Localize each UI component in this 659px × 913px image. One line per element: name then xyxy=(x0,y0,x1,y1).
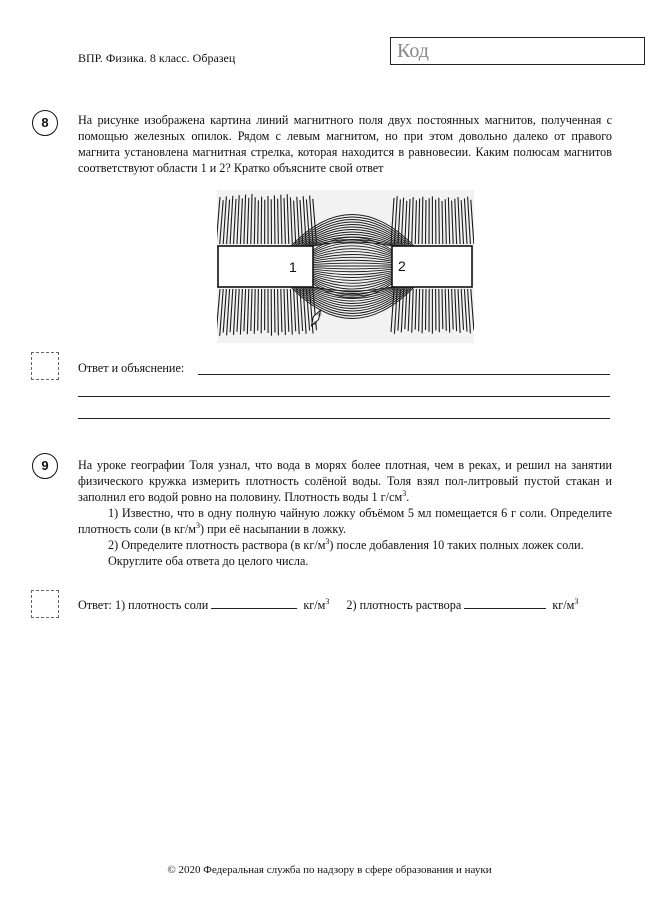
answer-label-8: Ответ и объяснение: xyxy=(78,361,185,375)
answer-line-8-2[interactable] xyxy=(78,396,610,397)
region-label-2: 2 xyxy=(398,258,406,274)
answer-row-9 xyxy=(78,597,578,613)
left-magnet xyxy=(218,246,313,287)
footer-copyright: © 2020 Федеральная служба по надзору в сфере образования и науки xyxy=(167,864,492,876)
answer-line-8-3[interactable] xyxy=(78,418,610,419)
unit-2: $кг/м^3$ xyxy=(552,596,579,612)
answer-prefix: Ответ: 1) плотность соли xyxy=(78,598,209,612)
unit-1: $кг/м^3$ xyxy=(303,596,330,612)
answer-mid: 2) плотность раствора xyxy=(346,598,462,612)
salt-density-input[interactable] xyxy=(211,597,297,609)
header-title: ВПР. Физика. 8 класс. Образец xyxy=(78,51,236,65)
answer-line-8-1[interactable] xyxy=(198,374,610,375)
question-number-9: 9 xyxy=(32,453,58,479)
region-label-1: 1 xyxy=(289,259,297,275)
question-9-text: На уроке географии Толя узнал, что вода в морях более плотная, чем в реках, и решил на занятии физического кружка измерить плотность солёной воды. Толя взял пол-литровый пустой стакан и заполнил его водой ровно на половину. Плотность воды 1 $г/см^3$. 1) Известно, что в одну полную чайную ложку объёмом 5 мл помещается 6 г соли. Определите плотность соли (в $кг/м^3$) при её насыпании в ложку. 2) Определите плотность раствора (в $кг/м^3$) после добавления 10 таких полных ложек соли. Округлите оба ответа до целого числа. xyxy=(78,458,612,568)
code-field[interactable]: Код xyxy=(390,37,645,65)
score-box-9[interactable] xyxy=(31,590,59,618)
magnetic-field-image xyxy=(217,190,474,343)
question-number-8: 8 xyxy=(32,110,58,136)
solution-density-input[interactable] xyxy=(464,597,546,609)
question-8-text: На рисунке изображена картина линий магнитного поля двух постоянных магнитов, полученная с помощью железных опилок. Рядом с левым магнитом, но при этом довольно далеко от правого магнита установлена магнитная стрелка, которая находится в равновесии. Каким полюсам магнитов соответствуют области 1 и 2? Кратко объясните свой ответ xyxy=(78,113,612,175)
score-box-8[interactable] xyxy=(31,352,59,380)
svg-text:S: S xyxy=(316,312,324,318)
magnetic-field-figure xyxy=(217,190,474,343)
svg-text:N: N xyxy=(311,320,319,327)
